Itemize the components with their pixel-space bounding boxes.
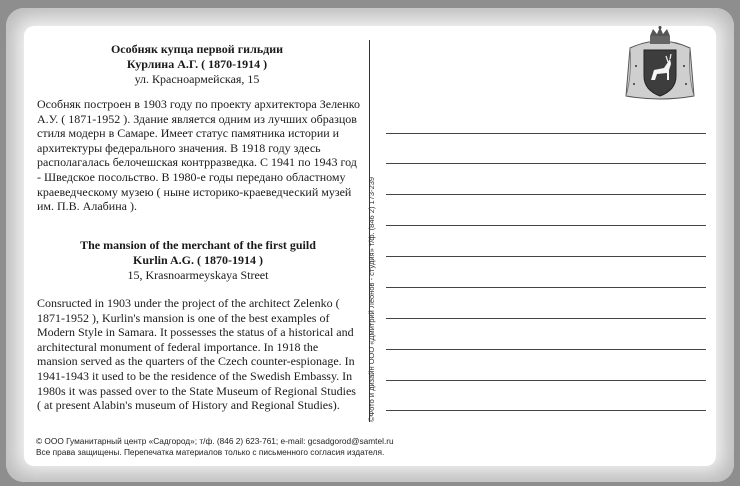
publisher-footer: © ООО Гуманитарный центр «Садгород»; т/ф. (846 2) 623-761; e-mail: gcsadgorod@samtel.ru [36, 436, 394, 446]
address-line-3 [386, 194, 706, 195]
ru-title-line2: Курлина А.Г. ( 1870-1914 ) [126, 57, 268, 71]
address-line-10 [386, 410, 706, 411]
photo-design-credit: ©Фото и дизайн ООО «Дмитрий Леонов - студия» т/ф. (846 2) 173-239 [367, 176, 376, 422]
en-description: Consructed in 1903 under the project of the architect Zelenko ( 1871-1952 ), Kurlin's mansion is one of the best examples of Modern Style in Samara. It possesses the status of a historical and architectural monument of federal importance. In 1918 the mansion served as the quarters of the Czech counter-espionage. In 1941-1943 it used to be the residence of the Swedish Embassy. In 1980s it was passed over to the State Museum of Regional Studies ( at present Alabin's museum of History and Regional Studies). [37, 296, 356, 413]
address-line-5 [386, 256, 706, 257]
samara-coat-of-arms-icon [624, 26, 696, 106]
en-title-line2: Kurlin A.G. ( 1870-1914 ) [132, 253, 263, 267]
address-line-2 [386, 163, 706, 164]
ru-title-line1: Особняк купца первой гильдии [110, 42, 284, 56]
ru-address: ул. Красноармейская, 15 [134, 72, 260, 86]
en-title-block [66, 238, 330, 283]
address-line-7 [386, 318, 706, 319]
en-address: 15, Krasnoarmeyskaya Street [127, 268, 269, 282]
address-line-6 [386, 287, 706, 288]
address-line-1 [386, 133, 706, 134]
ru-description: Особняк построен в 1903 году по проекту архитектора Зеленко А.У. ( 1871-1952 ). Здание является одним из лучших образцов стиля модерн в Самаре. Имеет статус памятника истории и архитектуры федерального значения. В 1918 году здесь располагалась белочешская контрразведка. С 1941 по 1943 год - Шведское посольство. В 1980-е годы передано областному краеведческому музею ( ныне историко-краеведческий музей им. П.В. Алабина ). [37, 97, 361, 214]
address-line-9 [386, 380, 706, 381]
en-title-line1: The mansion of the merchant of the first guild [80, 238, 316, 252]
address-line-8 [386, 349, 706, 350]
copyright-notice: Все права защищены. Перепечатка материалов только с письменного согласия издателя. [36, 447, 385, 457]
ru-title-block [92, 42, 302, 87]
address-line-4 [386, 225, 706, 226]
